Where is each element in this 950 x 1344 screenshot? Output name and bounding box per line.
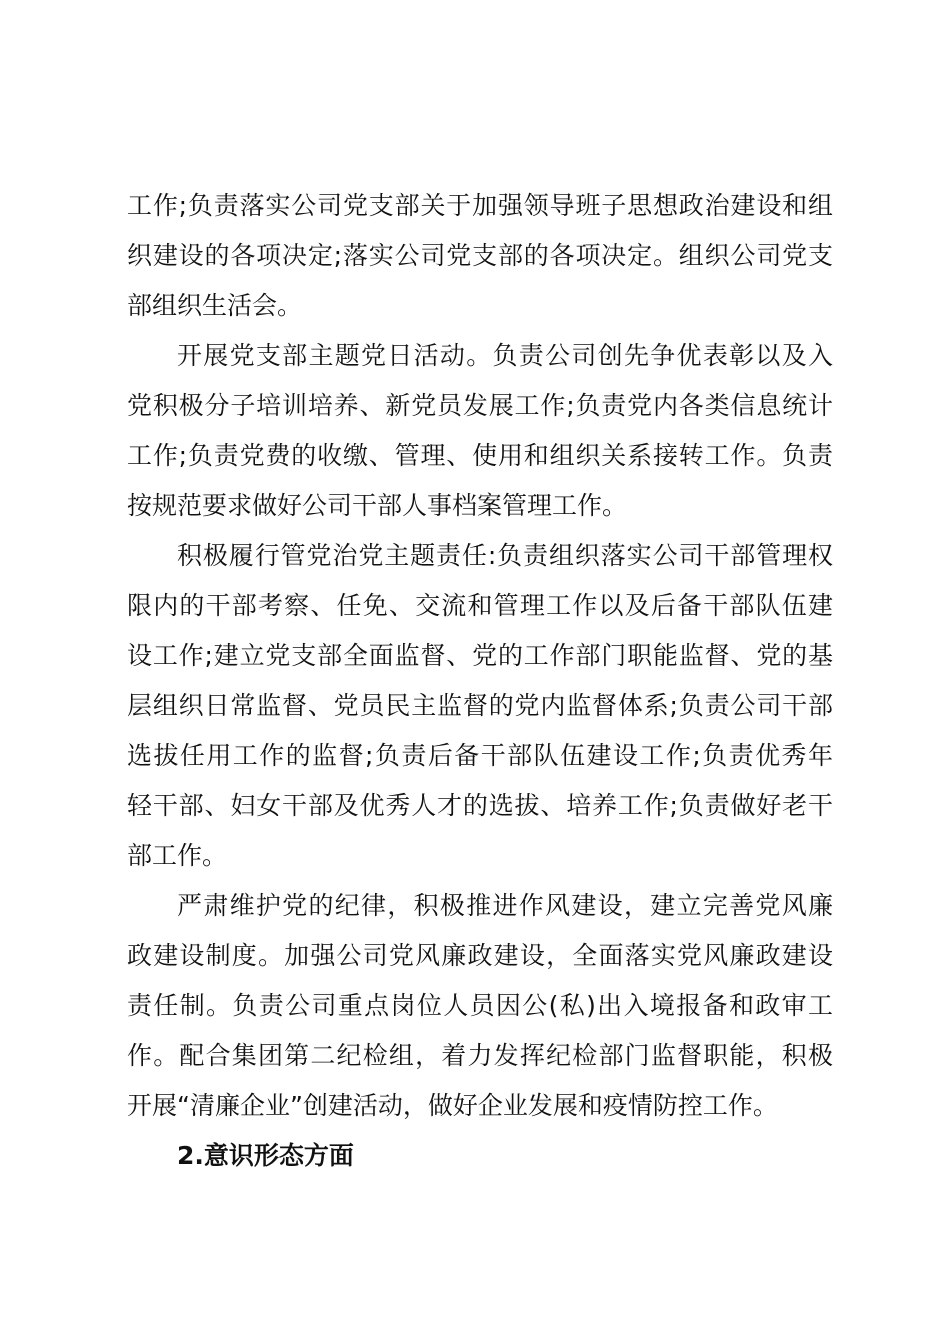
text-line: 开展“清廉企业”创建活动，做好企业发展和疫情防控工作。	[127, 1091, 778, 1120]
paragraph-first-line: 开展党支部主题党日活动。负责公司创先争优表彰以及入	[177, 341, 833, 370]
text-line: 工作;负责落实公司党支部关于加强领导班子思想政治建设和组	[127, 191, 833, 220]
text-line: 轻干部、妇女干部及优秀人才的选拔、培养工作;负责做好老干	[127, 791, 833, 820]
text-line: 层组织日常监督、党员民主监督的党内监督体系;负责公司干部	[127, 691, 833, 720]
text-line: 限内的干部考察、任免、交流和管理工作以及后备干部队伍建	[127, 591, 833, 620]
text-line: 工作;负责党费的收缴、管理、使用和组织关系接转工作。负责	[127, 441, 833, 470]
text-line: 部工作。	[127, 841, 228, 870]
text-line: 选拔任用工作的监督;负责后备干部队伍建设工作;负责优秀年	[127, 741, 833, 770]
section-heading: 2.意识形态方面	[177, 1141, 354, 1170]
text-line: 部组织生活会。	[127, 291, 303, 320]
text-line: 按规范要求做好公司干部人事档案管理工作。	[127, 491, 628, 520]
text-line: 设工作;建立党支部全面监督、党的工作部门职能监督、党的基	[127, 641, 833, 670]
text-line: 作。配合集团第二纪检组，着力发挥纪检部门监督职能，积极	[127, 1041, 833, 1070]
paragraph-first-line: 严肃维护党的纪律，积极推进作风建设，建立完善党风廉	[177, 891, 833, 920]
document-body	[127, 181, 833, 1181]
text-line: 织建设的各项决定;落实公司党支部的各项决定。组织公司党支	[127, 241, 833, 270]
text-line: 责任制。负责公司重点岗位人员因公(私)出入境报备和政审工	[127, 991, 833, 1020]
text-line: 党积极分子培训培养、新党员发展工作;负责党内各类信息统计	[127, 391, 833, 420]
paragraph-first-line: 积极履行管党治党主题责任:负责组织落实公司干部管理权	[177, 541, 833, 570]
text-line: 政建设制度。加强公司党风廉政建设，全面落实党风廉政建设	[127, 941, 833, 970]
